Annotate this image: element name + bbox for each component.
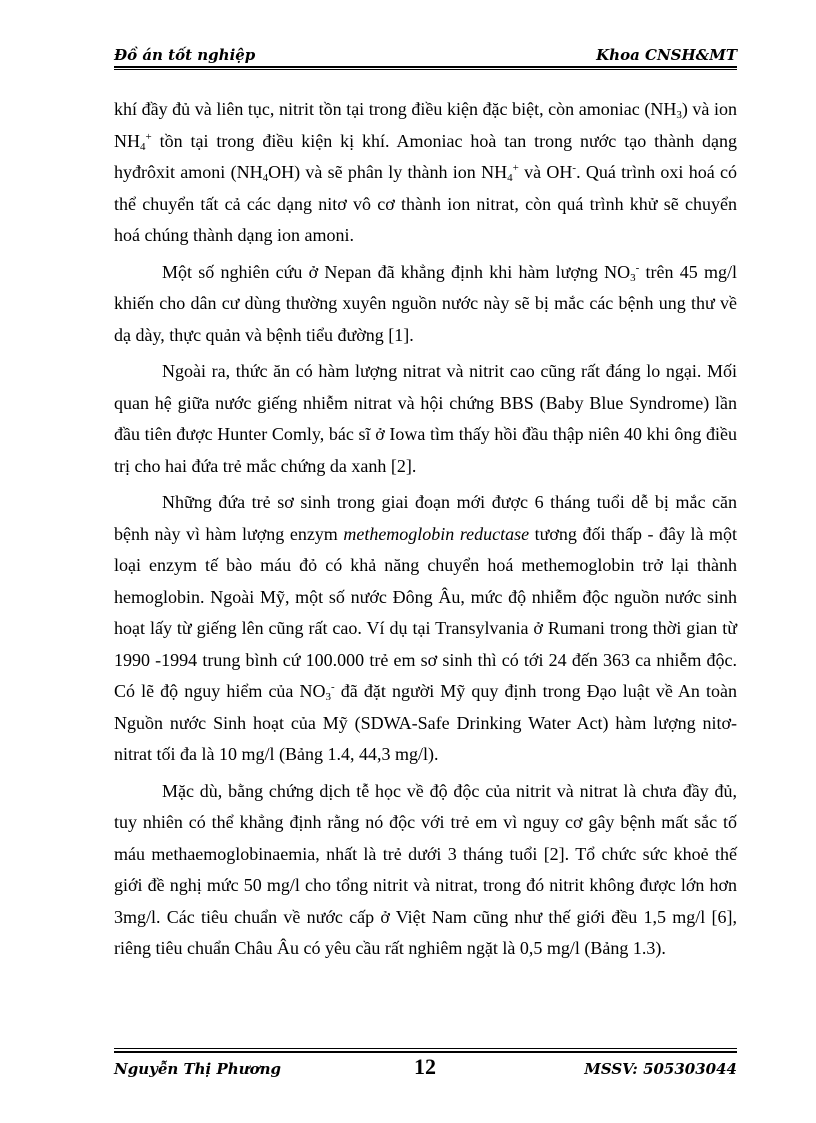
text-segment: trên 45 mg/l khiến cho dân cư dùng thường xuyên nguồn nước này sẽ bị mắc các bệnh ung thư về dạ dày, thực quản và bệnh tiểu đường [1]. [114,261,737,345]
text-segment: tồn tại trong điều kiện kị khí. Amoniac hoà tan trong nước tạo thành dạng hyđrôxit amoni (NH [114,130,737,182]
text-segment: 3 [325,691,332,703]
text-segment: Một số nghiên cứu ở Nepan đã khẳng định khi hàm lượng NO [162,261,631,282]
footer-student-id: MSSV: 505303044 [584,1060,737,1078]
footer-author: Nguyễn Thị Phương [114,1060,281,1078]
text-segment: - [572,162,577,174]
text-segment: và OH [518,162,573,182]
text-segment: Mặc dù, bằng chứng dịch tễ học về độ độc của nitrit và nitrat là chưa đầy đủ, tuy nhiên có thể khẳng định rằng nó độc với trẻ em vì nguy cơ gây bệnh mất sắc tố máu methaemoglobinaemia, nhất là trẻ dưới 3 tháng tuổi [2]. Tổ chức sức khoẻ thế giới đề nghị mức 50 mg/l cho tổng nitrit và nitrat, trong đó nitrit không được lớn hơn 3mg/l. Các tiêu chuẩn về nước cấp ở Việt Nam cũng như thế giới đều 1,5 mg/l [6], riêng tiêu chuẩn Châu Âu có yêu cầu rất nghiêm ngặt là 0,5 mg/l (Bảng 1.3). [114,780,737,958]
paragraph [114,487,737,771]
text-segment: tương đối thấp - đây là một loại enzym tế bào máu đỏ có khả năng chuyển hoá methemoglobin trở lại thành hemoglobin. Ngoài Mỹ, một số nước Đông Âu, mức độ nhiễm độc nguồn nước sinh hoạt lấy từ giếng lên cũng rất cao. Ví dụ tại Transylvania ở Rumani trong thời gian từ 1990 -1994 trung bình cứ 100.000 trẻ em sơ sinh thì có tới 24 đến 363 ca nhiễm độc. Có lẽ độ nguy hiểm của NO [114,523,737,701]
text-segment: 4 [262,172,269,184]
header-rule-thin [114,69,737,70]
text-segment: - [635,261,640,274]
text-segment: 4 [140,140,146,153]
header-thesis-label: Đồ án tốt nghiệp [114,46,256,64]
text-segment: OH) và sẽ phân ly thành ion NH [268,162,508,182]
text-segment: khí đầy đủ và liên tục, nitrit tồn tại trong điều kiện đặc biệt, còn amoniac (NH [114,99,677,119]
text-segment: đã đặt người Mỹ quy định trong Đạo luật về An toàn Nguồn nước Sinh hoạt của Mỹ (SDWA-Safe Drinking Water Act) hàm lượng nitơ-nitrat tối đa là 10 mg/l (Bảng 1.4, 44,3 mg/l). [114,681,737,764]
body-text [114,94,737,970]
footer-rule-thin [114,1048,737,1049]
text-segment: 3 [630,271,636,284]
page-number: 12 [414,1054,436,1079]
header-rule-thick [114,66,737,68]
header-faculty-label: Khoa CNSH&MT [596,46,737,64]
text-segment: Những đứa trẻ sơ sinh trong giai đoạn mới được 6 tháng tuổi dễ bị mắc căn bệnh này vì hàm lượng enzym [114,492,737,544]
text-segment: 3 [676,109,682,121]
text-segment: + [145,130,152,143]
footer-rule-thick [114,1051,737,1053]
page-header [114,42,737,70]
text-segment: + [512,162,519,174]
text-segment: 4 [507,172,513,184]
paragraph [114,776,737,965]
paragraph [114,94,737,252]
page-footer [114,1048,737,1088]
text-segment: . Quá trình oxi hoá có thể chuyển tất cả các dạng nitơ vô cơ thành ion nitrat, còn quá trình khử sẽ chuyển hoá chúng thành dạng ion amoni. [114,162,737,245]
text-segment: methemoglobin reductase [343,523,530,544]
paragraph [114,257,737,352]
text-segment: ) và ion NH [114,99,737,151]
text-segment: Ngoài ra, thức ăn có hàm lượng nitrat và nitrit cao cũng rất đáng lo ngại. Mối quan hệ giữa nước giếng nhiễm nitrat và hội chứng BBS (Baby Blue Syndrome) lần đầu tiên được Hunter Comly, bác sĩ ở Iowa tìm thấy hồi đầu thập niên 40 khi ông điều trị cho hai đứa trẻ mắc chứng da xanh [2]. [114,361,737,476]
text-segment: - [331,681,335,693]
paragraph [114,356,737,482]
